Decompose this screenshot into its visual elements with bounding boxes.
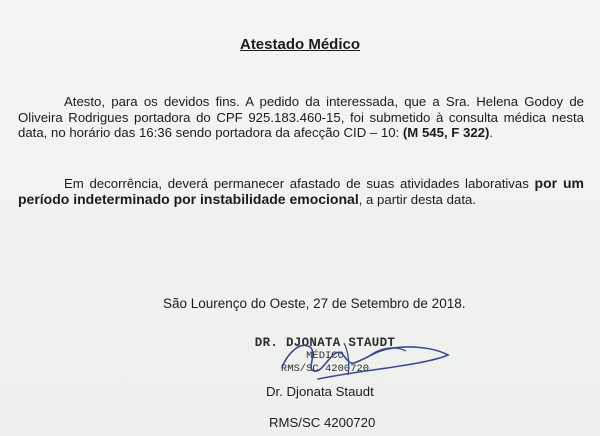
leave-text-end: , a partir desta data.	[358, 191, 477, 207]
handwritten-signature	[248, 335, 458, 390]
stamp-doctor-name: DR. DJONATA STAUDT	[254, 336, 396, 350]
attestation-text: Atesto, para os devidos fins. A pedido da interessada, que a Sra. Helena Godoy de Oliveira Rodrigues portadora do CPF 925.183.460-15, foi submetido à consulta médica nesta data, no horário das 16:36 sendo portadora da afecção CID – 10:	[18, 94, 584, 140]
stamp-role: MÉDICO	[306, 350, 344, 362]
leave-text-start: Em decorrência, deverá permanecer afastado de suas atividades laborativas	[64, 176, 535, 191]
paragraph-leave	[18, 176, 584, 207]
signer-name: Dr. Djonata Staudt	[266, 384, 374, 399]
paragraph-attestation	[18, 94, 584, 141]
cid-codes: (M 545, F 322)	[402, 125, 490, 140]
attestation-end: .	[489, 125, 494, 140]
signer-registration: RMS/SC 4200720	[269, 415, 376, 430]
place-and-date: São Lourenço do Oeste, 27 de Setembro de 2018.	[163, 296, 466, 311]
stamp-rms: RMS/SC 4200720	[280, 363, 370, 375]
leave-period-emphasis: por um período indeterminado por instabilidade emocional	[18, 175, 584, 207]
document-title: Atestado Médico	[239, 36, 360, 53]
